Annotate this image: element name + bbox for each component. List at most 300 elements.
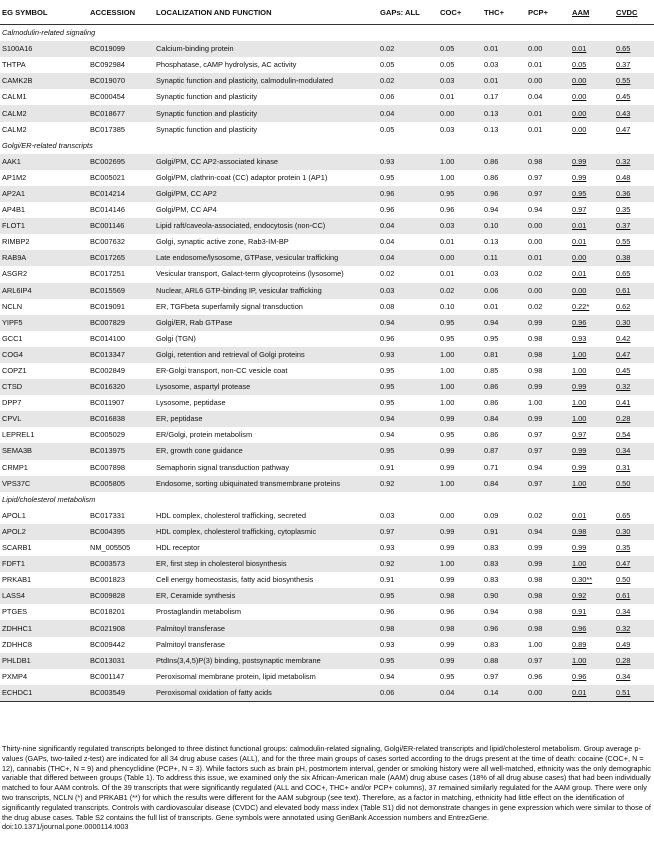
table-cell <box>88 572 154 588</box>
column-header <box>614 0 654 25</box>
table-row <box>0 540 654 556</box>
table-cell <box>88 122 154 138</box>
cell-value: 0.54 <box>616 430 631 440</box>
cell-value: 0.51 <box>616 687 631 697</box>
table-cell <box>614 411 654 427</box>
cell-value: 0.94 <box>380 671 395 681</box>
cell-value: 0.97 <box>484 671 499 681</box>
table-cell <box>570 669 614 685</box>
cell-value: 0.41 <box>616 398 631 408</box>
table-row <box>0 202 654 218</box>
table-row <box>0 218 654 234</box>
cell-value: 0.99 <box>572 543 587 553</box>
table-cell <box>482 122 526 138</box>
table-cell <box>570 620 614 636</box>
cell-value: ER, TGFbeta superfamily signal transduction <box>156 301 303 311</box>
table-cell <box>614 41 654 57</box>
table-cell <box>0 170 88 186</box>
column-header-label: CVDC <box>616 7 638 17</box>
cell-value: 0.99 <box>528 559 543 569</box>
cell-value: 0.98 <box>528 333 543 343</box>
cell-value: Synaptic function and plasticity <box>156 92 258 102</box>
table-cell <box>154 395 378 411</box>
table-cell <box>482 266 526 282</box>
cell-value: 0.98 <box>528 575 543 585</box>
table-cell <box>526 266 570 282</box>
cell-value: ER, growth cone guidance <box>156 446 243 456</box>
cell-value: S100A16 <box>2 44 33 54</box>
table-cell <box>438 266 482 282</box>
column-header-label: THC+ <box>484 7 505 17</box>
table-cell <box>614 250 654 266</box>
table-row <box>0 395 654 411</box>
cell-value: 0.01 <box>440 92 455 102</box>
cell-value: 0.65 <box>616 269 631 279</box>
cell-value: 0.05 <box>380 124 395 134</box>
cell-value: 0.03 <box>440 221 455 231</box>
cell-value: FDFT1 <box>2 559 25 569</box>
table-cell <box>378 443 438 459</box>
table-cell <box>526 299 570 315</box>
table-cell <box>614 524 654 540</box>
column-header-label: ACCESSION <box>90 7 136 17</box>
cell-value: COG4 <box>2 349 23 359</box>
cell-value: 0.04 <box>380 237 395 247</box>
cell-value: APOL1 <box>2 510 26 520</box>
table-cell <box>526 218 570 234</box>
cell-value: 0.17 <box>484 92 499 102</box>
cell-value: BC017331 <box>90 510 125 520</box>
cell-value: 0.99 <box>440 639 455 649</box>
table-cell <box>438 283 482 299</box>
table-cell <box>0 508 88 524</box>
cell-value: 0.13 <box>484 237 499 247</box>
caption-doi: doi:10.1371/journal.pone.0000114.t003 <box>2 822 129 832</box>
table-cell <box>378 299 438 315</box>
table-cell <box>88 620 154 636</box>
cell-value: 0.96 <box>484 623 499 633</box>
table-cell <box>438 588 482 604</box>
table-cell <box>482 685 526 702</box>
table-cell <box>526 476 570 492</box>
cell-value: Late endosome/lysosome, GTPase, vesicular trafficking <box>156 253 339 263</box>
cell-value: 0.02 <box>440 285 455 295</box>
table-cell <box>526 202 570 218</box>
cell-value: 0.50 <box>616 575 631 585</box>
table-cell <box>0 73 88 89</box>
table-cell <box>438 460 482 476</box>
table-cell <box>570 347 614 363</box>
cell-value: PXMP4 <box>2 671 28 681</box>
cell-value: 0.45 <box>616 92 631 102</box>
cell-value: BC007898 <box>90 462 125 472</box>
cell-value: 0.98 <box>440 591 455 601</box>
table-row <box>0 299 654 315</box>
cell-value: Lysosome, peptidase <box>156 398 226 408</box>
cell-value: 0.08 <box>380 301 395 311</box>
table-cell <box>570 572 614 588</box>
cell-value: Golgi (TGN) <box>156 333 196 343</box>
cell-value: BC019070 <box>90 76 125 86</box>
table-cell <box>154 572 378 588</box>
cell-value: 0.95 <box>380 382 395 392</box>
cell-value: 0.00 <box>572 108 587 118</box>
table-row <box>0 508 654 524</box>
table-cell <box>526 186 570 202</box>
table-cell <box>570 170 614 186</box>
table-cell <box>378 620 438 636</box>
table-row <box>0 653 654 669</box>
cell-value: 0.01 <box>484 76 499 86</box>
cell-value: Golgi/PM, CC AP2 <box>156 188 217 198</box>
cell-value: 0.45 <box>616 366 631 376</box>
table-cell <box>154 427 378 443</box>
table-cell <box>378 186 438 202</box>
cell-value: NM_005505 <box>90 543 131 553</box>
table-cell <box>614 620 654 636</box>
cell-value: Golgi, retention and retrieval of Golgi proteins <box>156 349 305 359</box>
cell-value: VPS37C <box>2 478 31 488</box>
table-cell <box>570 299 614 315</box>
cell-value: 0.05 <box>572 60 587 70</box>
table-cell <box>0 460 88 476</box>
table-row <box>0 105 654 121</box>
cell-value: 1.00 <box>440 172 455 182</box>
table-row <box>0 620 654 636</box>
table-cell <box>614 395 654 411</box>
cell-value: BC007829 <box>90 317 125 327</box>
cell-value: 0.95 <box>572 188 587 198</box>
cell-value: 0.95 <box>380 398 395 408</box>
cell-value: BC018201 <box>90 607 125 617</box>
table-cell <box>88 379 154 395</box>
cell-value: BC002695 <box>90 156 125 166</box>
table-cell <box>438 89 482 105</box>
table-row <box>0 122 654 138</box>
table-cell <box>378 105 438 121</box>
cell-value: 0.01 <box>572 510 587 520</box>
table-cell <box>154 685 378 702</box>
table-cell <box>0 41 88 57</box>
table-cell <box>88 266 154 282</box>
table-row <box>0 443 654 459</box>
table-cell <box>526 73 570 89</box>
table-row <box>0 186 654 202</box>
table-cell <box>378 604 438 620</box>
cell-value: 0.86 <box>484 430 499 440</box>
table-cell <box>438 170 482 186</box>
table-cell <box>482 411 526 427</box>
cell-value: 0.34 <box>616 607 631 617</box>
table-cell <box>526 379 570 395</box>
table-cell <box>88 250 154 266</box>
cell-value: HDL receptor <box>156 543 200 553</box>
table-cell <box>614 379 654 395</box>
cell-value: 0.01 <box>440 237 455 247</box>
table-cell <box>0 379 88 395</box>
table-cell <box>378 540 438 556</box>
table-row <box>0 604 654 620</box>
table-row <box>0 57 654 73</box>
cell-value: LEPREL1 <box>2 430 35 440</box>
table-cell <box>570 556 614 572</box>
table-cell <box>438 105 482 121</box>
cell-value: BC005021 <box>90 172 125 182</box>
cell-value: 0.94 <box>528 462 543 472</box>
cell-value: 0.96 <box>484 188 499 198</box>
table-cell <box>570 186 614 202</box>
cell-value: 0.32 <box>616 156 631 166</box>
table-cell <box>154 476 378 492</box>
cell-value: YIPF5 <box>2 317 23 327</box>
table-cell <box>154 379 378 395</box>
table-cell <box>0 89 88 105</box>
table-row <box>0 572 654 588</box>
table-cell <box>526 234 570 250</box>
table-cell <box>482 89 526 105</box>
table-cell <box>438 186 482 202</box>
table-cell <box>154 73 378 89</box>
table-cell <box>614 347 654 363</box>
cell-value: 0.00 <box>440 510 455 520</box>
table-cell <box>482 331 526 347</box>
cell-value: SEMA3B <box>2 446 32 456</box>
cell-value: BC092984 <box>90 60 125 70</box>
table-cell <box>482 540 526 556</box>
cell-value: 0.97 <box>528 478 543 488</box>
cell-value: 0.03 <box>440 76 455 86</box>
table-cell <box>88 218 154 234</box>
cell-value: 0.30 <box>616 526 631 536</box>
column-header-label: PCP+ <box>528 7 549 17</box>
cell-value: 0.83 <box>484 543 499 553</box>
cell-value: 0.86 <box>484 398 499 408</box>
cell-value: 0.97 <box>528 172 543 182</box>
table-cell <box>88 685 154 702</box>
table-cell <box>154 411 378 427</box>
table-cell <box>570 379 614 395</box>
cell-value: 0.98 <box>528 349 543 359</box>
cell-value: 1.00 <box>440 559 455 569</box>
cell-value: 0.00 <box>572 253 587 263</box>
table-cell <box>438 234 482 250</box>
table-cell <box>614 299 654 315</box>
table-cell <box>438 476 482 492</box>
cell-value: 0.92 <box>572 591 587 601</box>
table-cell <box>438 653 482 669</box>
table-cell <box>526 57 570 73</box>
table-cell <box>438 427 482 443</box>
cell-value: 0.96 <box>572 671 587 681</box>
table-cell <box>378 508 438 524</box>
table-cell <box>378 669 438 685</box>
cell-value: 0.95 <box>380 655 395 665</box>
cell-value: BC009442 <box>90 639 125 649</box>
cell-value: BC002849 <box>90 366 125 376</box>
table-cell <box>570 588 614 604</box>
cell-value: 0.99 <box>572 156 587 166</box>
table-cell <box>482 315 526 331</box>
cell-value: Vesicular transport, Galact-term glycoproteins (lysosome) <box>156 269 344 279</box>
cell-value: 0.00 <box>528 76 543 86</box>
cell-value: 0.95 <box>380 172 395 182</box>
table-cell <box>438 73 482 89</box>
table-cell <box>88 476 154 492</box>
cell-value: 0.03 <box>380 285 395 295</box>
table-cell <box>614 460 654 476</box>
cell-value: Golgi/PM, CC AP2-associated kinase <box>156 156 278 166</box>
table-cell <box>378 41 438 57</box>
table-cell <box>570 508 614 524</box>
table-cell <box>614 170 654 186</box>
cell-value: Peroxisomal membrane protein, lipid metabolism <box>156 671 316 681</box>
cell-value: 0.47 <box>616 349 631 359</box>
table-cell <box>88 363 154 379</box>
table-cell <box>570 411 614 427</box>
cell-value: 1.00 <box>440 382 455 392</box>
table-cell <box>438 508 482 524</box>
table-cell <box>570 218 614 234</box>
table-cell <box>154 57 378 73</box>
table-row <box>0 154 654 170</box>
table-cell <box>570 524 614 540</box>
cell-value: 0.00 <box>440 253 455 263</box>
table-cell <box>614 234 654 250</box>
cell-value: 0.92 <box>380 559 395 569</box>
table-cell <box>526 331 570 347</box>
table-cell <box>0 669 88 685</box>
table-cell <box>88 154 154 170</box>
cell-value: 0.97 <box>528 655 543 665</box>
table-cell <box>0 653 88 669</box>
cell-value: 0.96 <box>380 188 395 198</box>
cell-value: 0.34 <box>616 671 631 681</box>
table-cell <box>438 154 482 170</box>
cell-value: 0.01 <box>572 237 587 247</box>
cell-value: BC003573 <box>90 559 125 569</box>
cell-value: 1.00 <box>440 366 455 376</box>
table-cell <box>570 122 614 138</box>
table-row <box>0 347 654 363</box>
table-cell <box>154 105 378 121</box>
table-cell <box>482 460 526 476</box>
cell-value: 0.36 <box>616 188 631 198</box>
cell-value: BC019091 <box>90 301 125 311</box>
cell-value: 0.94 <box>380 414 395 424</box>
table-cell <box>526 637 570 653</box>
table-cell <box>154 347 378 363</box>
cell-value: 0.84 <box>484 478 499 488</box>
table-cell <box>570 250 614 266</box>
cell-value: CTSD <box>2 382 23 392</box>
cell-value: BC004395 <box>90 526 125 536</box>
table-cell <box>88 540 154 556</box>
table-cell <box>438 604 482 620</box>
cell-value: 0.30** <box>572 575 593 585</box>
cell-value: 0.01 <box>440 269 455 279</box>
table-cell <box>482 443 526 459</box>
cell-value: 0.95 <box>484 333 499 343</box>
cell-value: 0.10 <box>484 221 499 231</box>
cell-value: 0.99 <box>572 446 587 456</box>
table-cell <box>0 315 88 331</box>
cell-value: 0.06 <box>380 92 395 102</box>
table-cell <box>482 572 526 588</box>
cell-value: 0.32 <box>616 623 631 633</box>
cell-value: 0.94 <box>484 317 499 327</box>
cell-value: 0.01 <box>572 269 587 279</box>
table-row <box>0 41 654 57</box>
cell-value: RIMBP2 <box>2 237 30 247</box>
table-cell <box>570 540 614 556</box>
cell-value: 0.96 <box>440 607 455 617</box>
column-header-label: COC+ <box>440 7 462 17</box>
table-cell <box>378 202 438 218</box>
cell-value: FLOT1 <box>2 221 25 231</box>
cell-value: Golgi/PM, clathrin-coat (CC) adaptor protein 1 (AP1) <box>156 172 328 182</box>
table-cell <box>88 524 154 540</box>
cell-value: 0.94 <box>380 317 395 327</box>
cell-value: 0.88 <box>484 655 499 665</box>
cell-value: 0.04 <box>380 108 395 118</box>
table-cell <box>526 363 570 379</box>
cell-value: 0.95 <box>440 317 455 327</box>
table-cell <box>378 637 438 653</box>
cell-value: 0.99 <box>572 382 587 392</box>
table-cell <box>438 331 482 347</box>
table-row <box>0 234 654 250</box>
cell-value: 1.00 <box>572 398 587 408</box>
cell-value: 0.37 <box>616 60 631 70</box>
table-cell <box>88 347 154 363</box>
cell-value: PTGES <box>2 607 28 617</box>
table-row <box>0 363 654 379</box>
cell-value: THTPA <box>2 60 26 70</box>
table-cell <box>526 620 570 636</box>
cell-value: 0.05 <box>380 60 395 70</box>
cell-value: 1.00 <box>440 156 455 166</box>
cell-value: 0.95 <box>440 188 455 198</box>
table-cell <box>378 476 438 492</box>
cell-value: APOL2 <box>2 526 26 536</box>
table-cell <box>614 73 654 89</box>
table-cell <box>614 556 654 572</box>
table-cell <box>614 443 654 459</box>
cell-value: 0.71 <box>484 462 499 472</box>
cell-value: 0.91 <box>380 462 395 472</box>
table-cell <box>438 347 482 363</box>
cell-value: 0.84 <box>484 414 499 424</box>
cell-value: 0.00 <box>528 687 543 697</box>
cell-value: 0.99 <box>528 317 543 327</box>
table-cell <box>154 669 378 685</box>
table-cell <box>378 347 438 363</box>
table-row <box>0 89 654 105</box>
table-cell <box>154 556 378 572</box>
table-cell <box>378 122 438 138</box>
column-header <box>526 0 570 25</box>
table-cell <box>482 57 526 73</box>
cell-value: Palmitoyl transferase <box>156 623 226 633</box>
table-cell <box>378 395 438 411</box>
cell-value: 0.02 <box>380 44 395 54</box>
table-cell <box>526 154 570 170</box>
table-cell <box>614 508 654 524</box>
cell-value: CRMP1 <box>2 462 28 472</box>
cell-value: 0.99 <box>440 414 455 424</box>
cell-value: 0.55 <box>616 76 631 86</box>
cell-value: 0.06 <box>484 285 499 295</box>
